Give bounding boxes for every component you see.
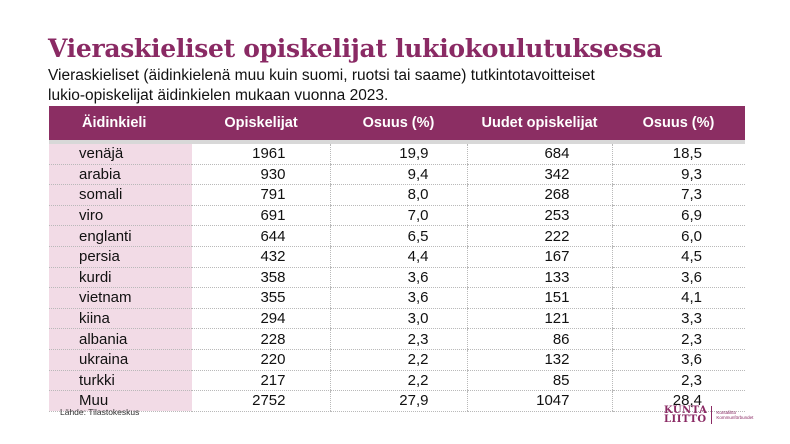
cell-students: 220 <box>192 349 330 370</box>
table-row <box>49 267 745 288</box>
cell-students: 217 <box>192 370 330 391</box>
cell-new-share: 4,5 <box>612 246 745 267</box>
cell-students: 691 <box>192 205 330 226</box>
subtitle <box>48 66 748 106</box>
cell-language: persia <box>49 246 192 267</box>
cell-share: 7,0 <box>330 205 467 226</box>
cell-new-share: 7,3 <box>612 185 745 206</box>
students-table <box>49 106 745 412</box>
cell-language: kurdi <box>49 267 192 288</box>
cell-language: Muu <box>49 391 192 412</box>
cell-new-share: 18,5 <box>612 142 745 164</box>
table-row <box>49 308 745 329</box>
cell-share: 8,0 <box>330 185 467 206</box>
cell-new-share: 4,1 <box>612 288 745 309</box>
cell-students: 930 <box>192 164 330 185</box>
cell-new-students: 253 <box>467 205 612 226</box>
cell-students: 1961 <box>192 142 330 164</box>
cell-share: 3,0 <box>330 308 467 329</box>
cell-language: kiina <box>49 308 192 329</box>
table-header-row <box>49 106 745 142</box>
cell-new-share: 6,0 <box>612 226 745 247</box>
cell-new-share: 28,4 <box>612 391 745 412</box>
cell-new-students: 684 <box>467 142 612 164</box>
cell-share: 4,4 <box>330 246 467 267</box>
cell-new-students: 268 <box>467 185 612 206</box>
cell-new-students: 132 <box>467 349 612 370</box>
header-native-language: Äidinkieli <box>49 106 192 142</box>
cell-new-share: 3,3 <box>612 308 745 329</box>
source-note: Lähde: Tilastokeskus <box>60 407 140 417</box>
cell-share: 9,4 <box>330 164 467 185</box>
subtitle-line-1: Vieraskieliset (äidinkielenä muu kuin suomi, ruotsi tai saame) tutkintotavoitteiset <box>48 67 595 84</box>
header-new-share: Osuus (%) <box>612 106 745 142</box>
table-row <box>49 246 745 267</box>
cell-new-share: 3,6 <box>612 267 745 288</box>
cell-new-students: 86 <box>467 329 612 350</box>
cell-students: 644 <box>192 226 330 247</box>
cell-language: viro <box>49 205 192 226</box>
cell-language: albania <box>49 329 192 350</box>
logo-subtext: Kuntaliitto Kommunförbundet <box>716 410 754 420</box>
cell-students: 358 <box>192 267 330 288</box>
cell-share: 2,2 <box>330 370 467 391</box>
cell-share: 27,9 <box>330 391 467 412</box>
table-row <box>49 226 745 247</box>
cell-students: 228 <box>192 329 330 350</box>
cell-new-students: 222 <box>467 226 612 247</box>
cell-language: arabia <box>49 164 192 185</box>
cell-new-share: 9,3 <box>612 164 745 185</box>
table-row <box>49 142 745 164</box>
header-share: Osuus (%) <box>330 106 467 142</box>
cell-share: 2,3 <box>330 329 467 350</box>
logo-separator <box>711 406 712 424</box>
cell-language: vietnam <box>49 288 192 309</box>
cell-new-students: 151 <box>467 288 612 309</box>
table-row <box>49 329 745 350</box>
cell-new-students: 167 <box>467 246 612 267</box>
cell-students: 2752 <box>192 391 330 412</box>
cell-new-share: 6,9 <box>612 205 745 226</box>
table-row <box>49 288 745 309</box>
table-row <box>49 391 745 412</box>
cell-new-students: 85 <box>467 370 612 391</box>
cell-students: 294 <box>192 308 330 329</box>
table-row <box>49 370 745 391</box>
cell-new-share: 2,3 <box>612 370 745 391</box>
cell-students: 791 <box>192 185 330 206</box>
cell-share: 19,9 <box>330 142 467 164</box>
table-row <box>49 185 745 206</box>
logo-mark: KUNTA LIITTO <box>664 405 708 425</box>
cell-share: 3,6 <box>330 288 467 309</box>
kuntaliitto-logo <box>664 404 753 426</box>
page-title: Vieraskieliset opiskelijat lukiokoulutuksessa <box>48 34 663 63</box>
table-row <box>49 349 745 370</box>
cell-new-students: 133 <box>467 267 612 288</box>
cell-students: 432 <box>192 246 330 267</box>
cell-new-share: 3,6 <box>612 349 745 370</box>
cell-share: 3,6 <box>330 267 467 288</box>
cell-share: 2,2 <box>330 349 467 370</box>
cell-language: turkki <box>49 370 192 391</box>
cell-students: 355 <box>192 288 330 309</box>
cell-new-students: 1047 <box>467 391 612 412</box>
header-students: Opiskelijat <box>192 106 330 142</box>
cell-new-students: 121 <box>467 308 612 329</box>
cell-language: venäjä <box>49 142 192 164</box>
table-row <box>49 205 745 226</box>
header-new-students: Uudet opiskelijat <box>467 106 612 142</box>
cell-share: 6,5 <box>330 226 467 247</box>
cell-language: englanti <box>49 226 192 247</box>
cell-language: somali <box>49 185 192 206</box>
table-row <box>49 164 745 185</box>
cell-language: ukraina <box>49 349 192 370</box>
subtitle-line-2: lukio-opiskelijat äidinkielen mukaan vuonna 2023. <box>48 87 389 104</box>
cell-new-share: 2,3 <box>612 329 745 350</box>
cell-new-students: 342 <box>467 164 612 185</box>
